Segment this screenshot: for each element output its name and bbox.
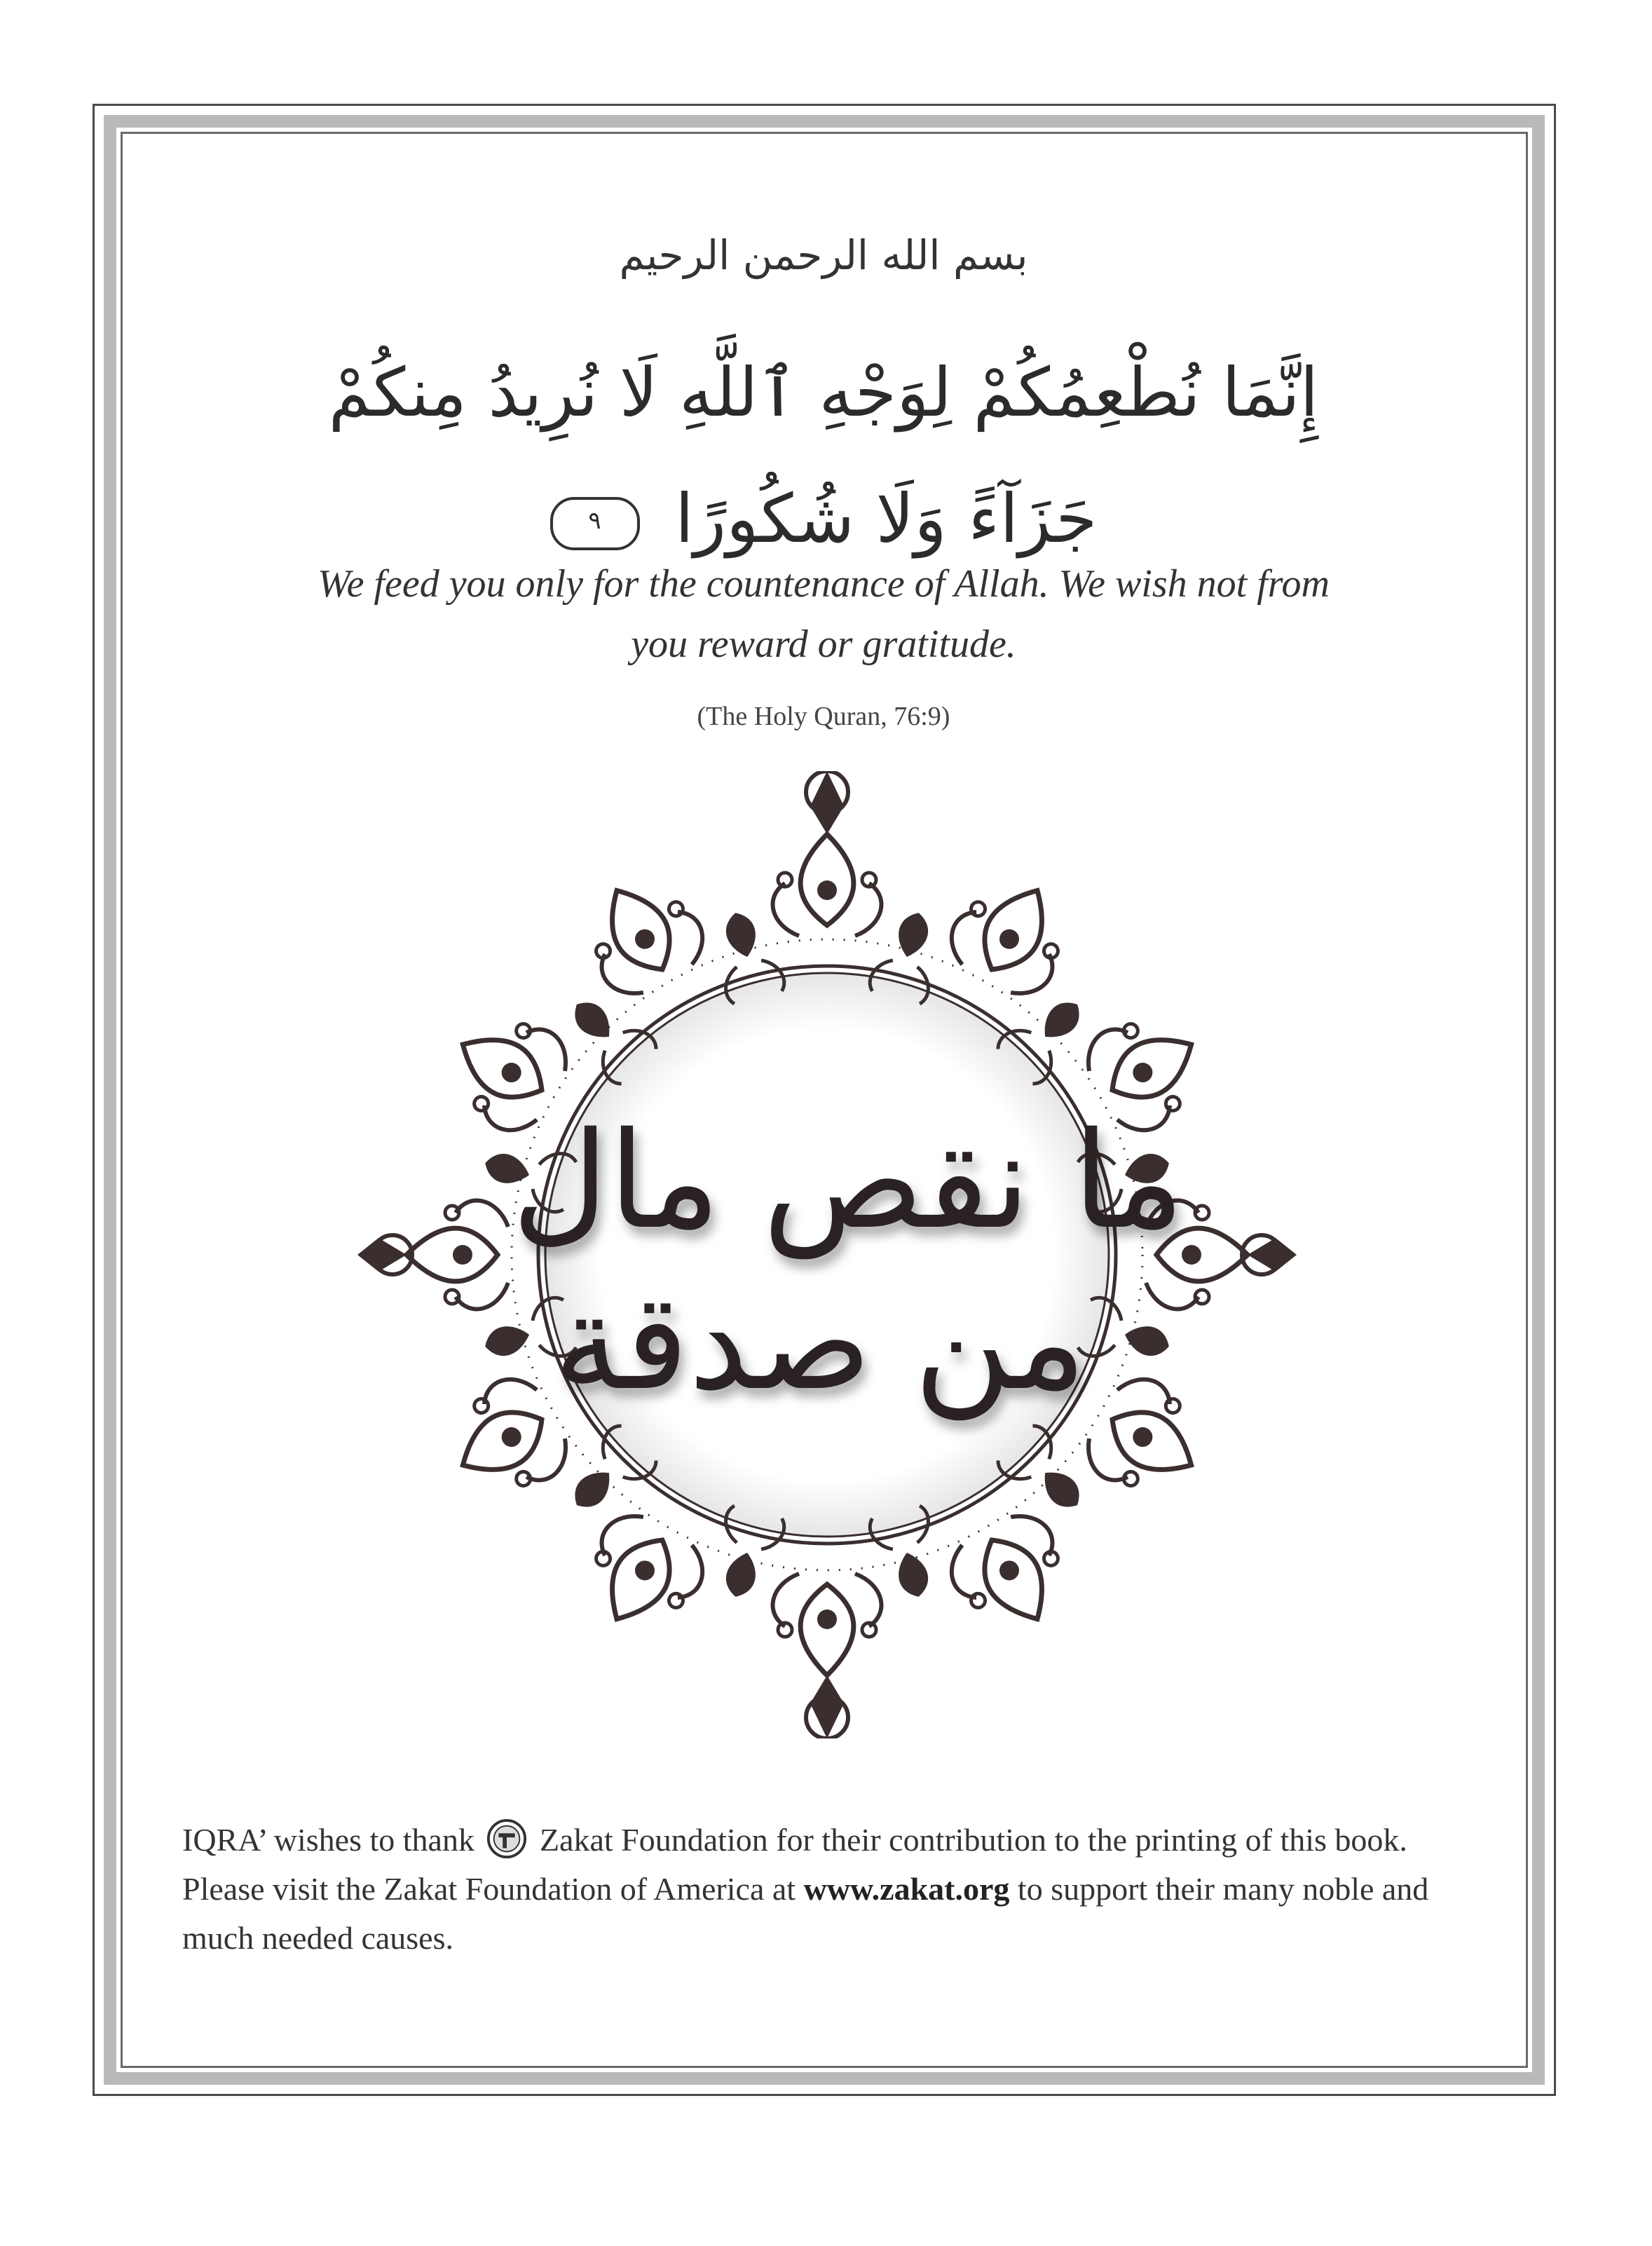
arabic-verse-line-1: إِنَّمَا نُطْعِمُكُمْ لِوَجْهِ ٱللَّهِ لَا نُرِيدُ مِنكُمْ bbox=[328, 353, 1319, 432]
translation-line-2: you reward or gratitude. bbox=[631, 622, 1016, 666]
zakat-website-link[interactable]: www.zakat.org bbox=[803, 1871, 1010, 1907]
verse-end-marker-icon bbox=[550, 497, 640, 550]
acknowledgement-paragraph bbox=[182, 1816, 1479, 1963]
verse-number: ٩ bbox=[588, 506, 601, 535]
calligraphy-emblem bbox=[350, 771, 1304, 1738]
acknowledgement-part-1: IQRA’ wishes to thank bbox=[182, 1822, 475, 1858]
emblem-calligraphy-line-1: ما نقص مال bbox=[512, 1103, 1185, 1258]
acknowledgement-part-2: Zakat Foundation for their contribution to the printing of this book. Please visit the Zakat Foundation of America at bbox=[182, 1822, 1407, 1907]
arabic-verse-line-2-text: جَزَآءً وَلَا شُكُورًا bbox=[675, 479, 1098, 558]
verse-translation bbox=[140, 554, 1507, 674]
arabic-verse bbox=[140, 329, 1507, 582]
translation-line-1: We feed you only for the countenance of Allah. We wish not from bbox=[318, 562, 1330, 606]
verse-citation: (The Holy Quran, 76:9) bbox=[697, 702, 950, 731]
zakat-foundation-logo-icon bbox=[486, 1818, 527, 1859]
arabesque-ornament-icon bbox=[350, 771, 1304, 1738]
basmala-heading: بسم الله الرحمن الرحيم bbox=[619, 231, 1028, 279]
acknowledgement-part-3: to support their many noble and much needed causes. bbox=[182, 1871, 1429, 1956]
emblem-calligraphy-line-2: من صدقة bbox=[553, 1265, 1087, 1420]
